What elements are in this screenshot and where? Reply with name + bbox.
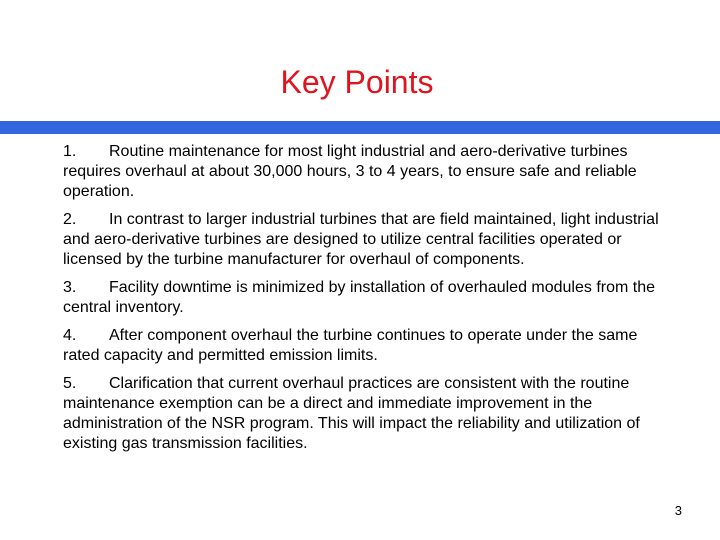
key-point-number: 4. bbox=[63, 327, 77, 344]
slide-title bbox=[0, 62, 714, 102]
key-point-item bbox=[63, 278, 673, 318]
key-point-text: Facility downtime is minimized by installation of overhauled modules from the central inventory. bbox=[63, 279, 656, 316]
slide-title-text: Key Points bbox=[280, 64, 434, 100]
key-point-number: 5. bbox=[63, 375, 77, 392]
title-divider-bar bbox=[0, 121, 720, 134]
key-point-item bbox=[63, 210, 673, 270]
key-point-item bbox=[63, 374, 673, 454]
key-point-item bbox=[63, 326, 673, 366]
key-point-text: Clarification that current overhaul practices are consistent with the routine maintenance exemption can be a direct and immediate improvement in the administration of the NSR program. This will impact the reliability and utilization of existing gas transmission facilities. bbox=[63, 375, 640, 452]
key-point-number: 1. bbox=[63, 143, 77, 160]
page-number: 3 bbox=[674, 503, 682, 518]
key-point-text: In contrast to larger industrial turbines that are field maintained, light industrial and aero-derivative turbines are designed to utilize central facilities operated or licensed by the turbine manufacturer for overhaul of components. bbox=[63, 211, 659, 268]
key-point-item bbox=[63, 142, 673, 202]
key-point-number: 3. bbox=[63, 279, 77, 296]
key-points-list bbox=[63, 142, 673, 462]
key-point-text: After component overhaul the turbine continues to operate under the same rated capacity and permitted emission limits. bbox=[63, 327, 638, 364]
key-point-text: Routine maintenance for most light industrial and aero-derivative turbines requires overhaul at about 30,000 hours, 3 to 4 years, to ensure safe and reliable operation. bbox=[63, 143, 637, 200]
key-point-number: 2. bbox=[63, 211, 77, 228]
